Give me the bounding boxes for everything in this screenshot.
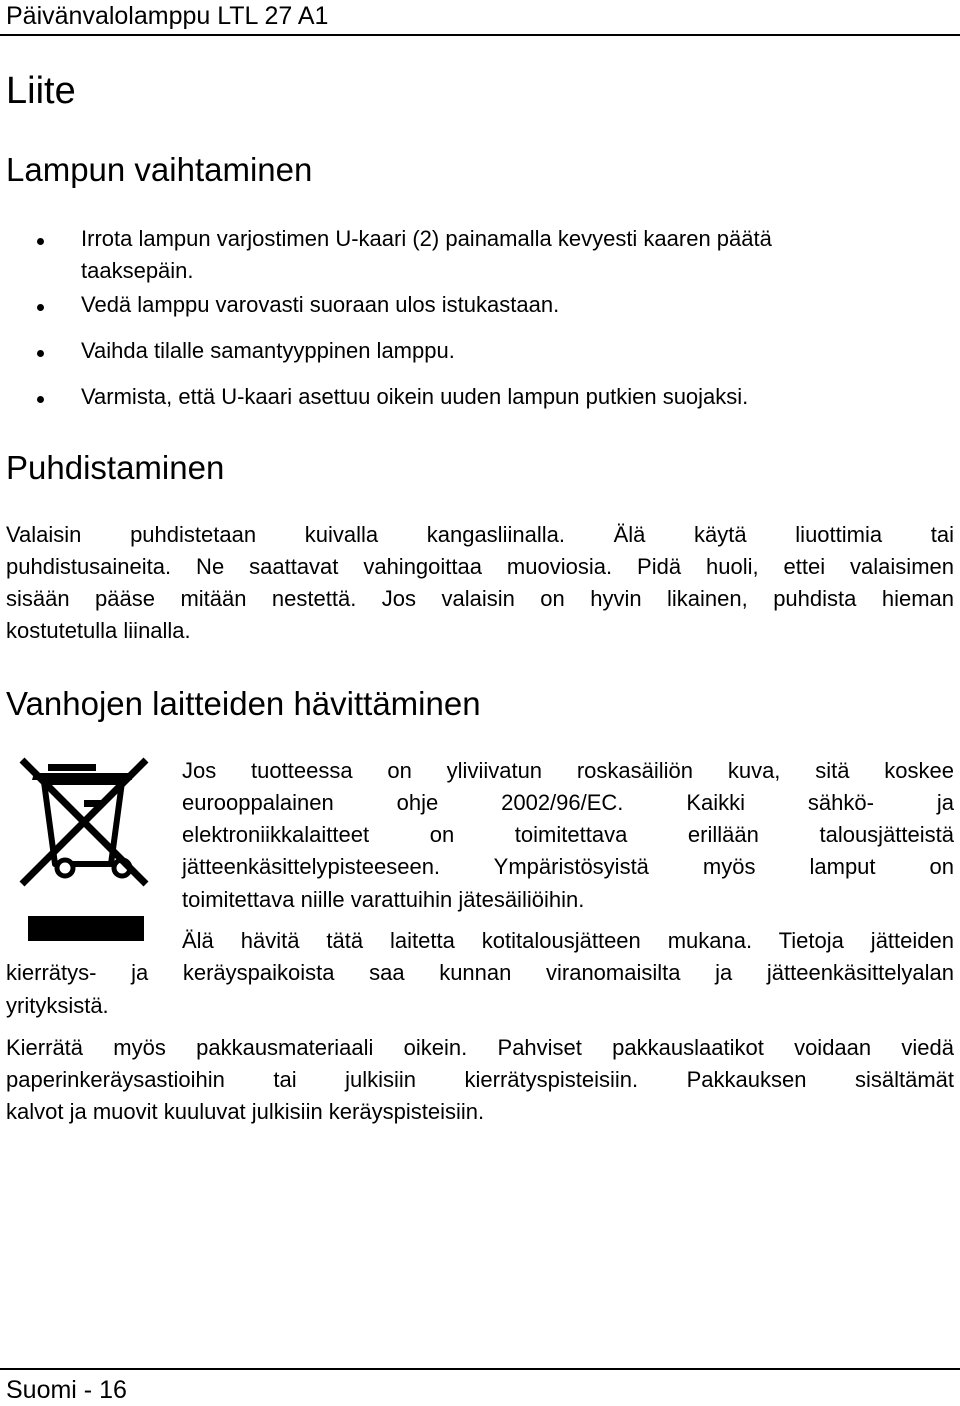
bullet-icon bbox=[37, 396, 44, 403]
paragraph-line: kierrätys- ja keräyspaikoista saa kunnan viranomaisilta ja jätteenkäsittelyalan bbox=[6, 960, 954, 985]
paragraph-line: puhdistusaineita. Ne saattavat vahingoittaa muoviosia. Pidä huoli, ettei valaisimen bbox=[6, 554, 954, 579]
paragraph-line: yrityksistä. bbox=[6, 993, 109, 1018]
paragraph-line: paperinkeräysastioihin tai julkisiin kierrätyspisteisiin. Pakkauksen sisältämät bbox=[6, 1067, 954, 1092]
page-footer: Suomi - 16 bbox=[6, 1376, 127, 1404]
paragraph-line: Kierrätä myös pakkausmateriaali oikein. Pahviset pakkauslaatikot voidaan viedä bbox=[6, 1035, 954, 1060]
footer-rule bbox=[0, 1368, 960, 1370]
paragraph-line: sisään pääse mitään nestettä. Jos valaisin on hyvin likainen, puhdista hieman bbox=[6, 586, 954, 611]
list-item-line: taaksepäin. bbox=[81, 258, 194, 283]
paragraph-line: jätteenkäsittelypisteeseen. Ympäristösyistä myös lamput on bbox=[182, 854, 954, 879]
paragraph-line: elektroniikkalaitteet on toimitettava erillään talousjätteistä bbox=[182, 822, 954, 847]
heading-lamp-replacement: Lampun vaihtaminen bbox=[6, 151, 313, 188]
bullet-icon bbox=[37, 350, 44, 357]
paragraph-line: eurooppalainen ohje 2002/96/EC. Kaikki sähkö- ja bbox=[182, 790, 954, 815]
header-rule bbox=[0, 34, 960, 36]
heading-cleaning: Puhdistaminen bbox=[6, 449, 225, 486]
list-item-line: Vedä lamppu varovasti suoraan ulos istukastaan. bbox=[81, 292, 560, 317]
paragraph-line: Jos tuotteessa on yliviivatun roskasäiliön kuva, sitä koskee bbox=[182, 758, 954, 783]
bullet-icon bbox=[37, 304, 44, 311]
heading-disposal: Vanhojen laitteiden hävittäminen bbox=[6, 685, 481, 722]
running-header: Päivänvalolamppu LTL 27 A1 bbox=[6, 2, 329, 30]
paragraph-line: kostutetulla liinalla. bbox=[6, 618, 191, 643]
page-title: Liite bbox=[6, 70, 76, 112]
list-item-line: Vaihda tilalle samantyyppinen lamppu. bbox=[81, 338, 455, 363]
bullet-icon bbox=[37, 238, 44, 245]
list-item-line: Varmista, että U-kaari asettuu oikein uuden lampun putkien suojaksi. bbox=[81, 384, 749, 409]
crossed-out-wheelie-bin-icon bbox=[14, 756, 154, 951]
paragraph-line: Älä hävitä tätä laitetta kotitalousjätteen mukana. Tietoja jätteiden bbox=[182, 928, 954, 953]
paragraph-line: toimitettava niille varattuihin jätesäiliöihin. bbox=[182, 887, 585, 912]
list-item-line: Irrota lampun varjostimen U-kaari (2) painamalla kevyesti kaaren päätä bbox=[81, 226, 772, 251]
paragraph-line: kalvot ja muovit kuuluvat julkisiin keräyspisteisiin. bbox=[6, 1099, 485, 1124]
paragraph-line: Valaisin puhdistetaan kuivalla kangasliinalla. Älä käytä liuottimia tai bbox=[6, 522, 954, 547]
